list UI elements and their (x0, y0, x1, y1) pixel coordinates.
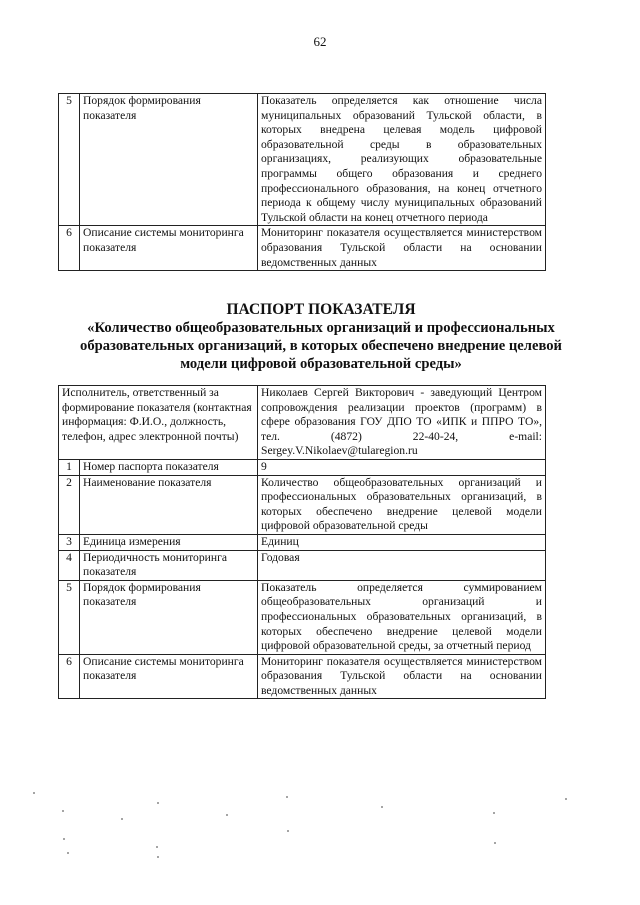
table-row (59, 94, 546, 226)
row-label: Единица измерения (80, 534, 258, 550)
indicator-passport-table (58, 385, 546, 699)
indicator-table-continued (58, 93, 546, 271)
passport-title: ПАСПОРТ ПОКАЗАТЕЛЯ (226, 301, 416, 318)
row-value: Мониторинг показателя осуществляется министерством образования Тульской области на основании ведомственных данных (258, 654, 546, 699)
row-number: 5 (59, 94, 80, 226)
row-label: Описание системы мониторинга показателя (80, 226, 258, 271)
table-row (59, 654, 546, 699)
row-label: Периодичность мониторинга показателя (80, 550, 258, 580)
row-number: 6 (59, 654, 80, 699)
table-row (59, 534, 546, 550)
page-number: 62 (313, 34, 327, 49)
row-label: Описание системы мониторинга показателя (80, 654, 258, 699)
row-value: Мониторинг показателя осуществляется министерством образования Тульской области на основании ведомственных данных (258, 226, 546, 271)
table-row (59, 459, 546, 475)
row-number: 3 (59, 534, 80, 550)
row-value: Годовая (258, 550, 546, 580)
row-label: Наименование показателя (80, 475, 258, 534)
row-value: Единиц (258, 534, 546, 550)
passport-subtitle: «Количество общеобразовательных организаций и профессиональных образовательных организаций, в которых обеспечено внедрение целевой модели цифровой образовательной среды» (80, 320, 562, 372)
table-header-row (59, 386, 546, 460)
row-label: Порядок формирования показателя (80, 580, 258, 654)
row-value: 9 (258, 459, 546, 475)
row-number: 1 (59, 459, 80, 475)
row-value: Количество общеобразовательных организаций и профессиональных образовательных организаций, в которых обеспечено внедрение целевой модели цифровой образовательной среды (258, 475, 546, 534)
row-label: Номер паспорта показателя (80, 459, 258, 475)
table-row (59, 475, 546, 534)
responsible-value: Николаев Сергей Викторович - заведующий Центром сопровождения реализации проектов (программ) в сфере образования ГОУ ДПО ТО «ИПК и ППРО ТО», тел. (4872) 22-40-24, e-mail: Sergey.V.Nikolaev@tularegion.ru (258, 386, 546, 460)
row-value: Показатель определяется как отношение числа муниципальных образований Тульской области, в которых внедрена целевая модель цифровой образовательной среды в образовательных организациях, реализующих образовательные программы общего образования и среднего профессионального образования, на конец отчетного периода к общему числу муниципальных образований Тульской области на конец отчетного периода (258, 94, 546, 226)
row-value: Показатель определяется суммированием общеобразовательных организаций и профессиональных образовательных организаций, в которых обеспечено внедрение целевой модели цифровой образовательной среды, за отчетный период (258, 580, 546, 654)
table-row (59, 226, 546, 271)
table-row (59, 580, 546, 654)
row-number: 5 (59, 580, 80, 654)
table-row (59, 550, 546, 580)
row-number: 4 (59, 550, 80, 580)
responsible-label: Исполнитель, ответственный за формирование показателя (контактная информация: Ф.И.О., должность, телефон, адрес электронной почты) (59, 386, 258, 460)
scan-noise-dots (0, 790, 640, 905)
row-number: 2 (59, 475, 80, 534)
row-number: 6 (59, 226, 80, 271)
row-label: Порядок формирования показателя (80, 94, 258, 226)
